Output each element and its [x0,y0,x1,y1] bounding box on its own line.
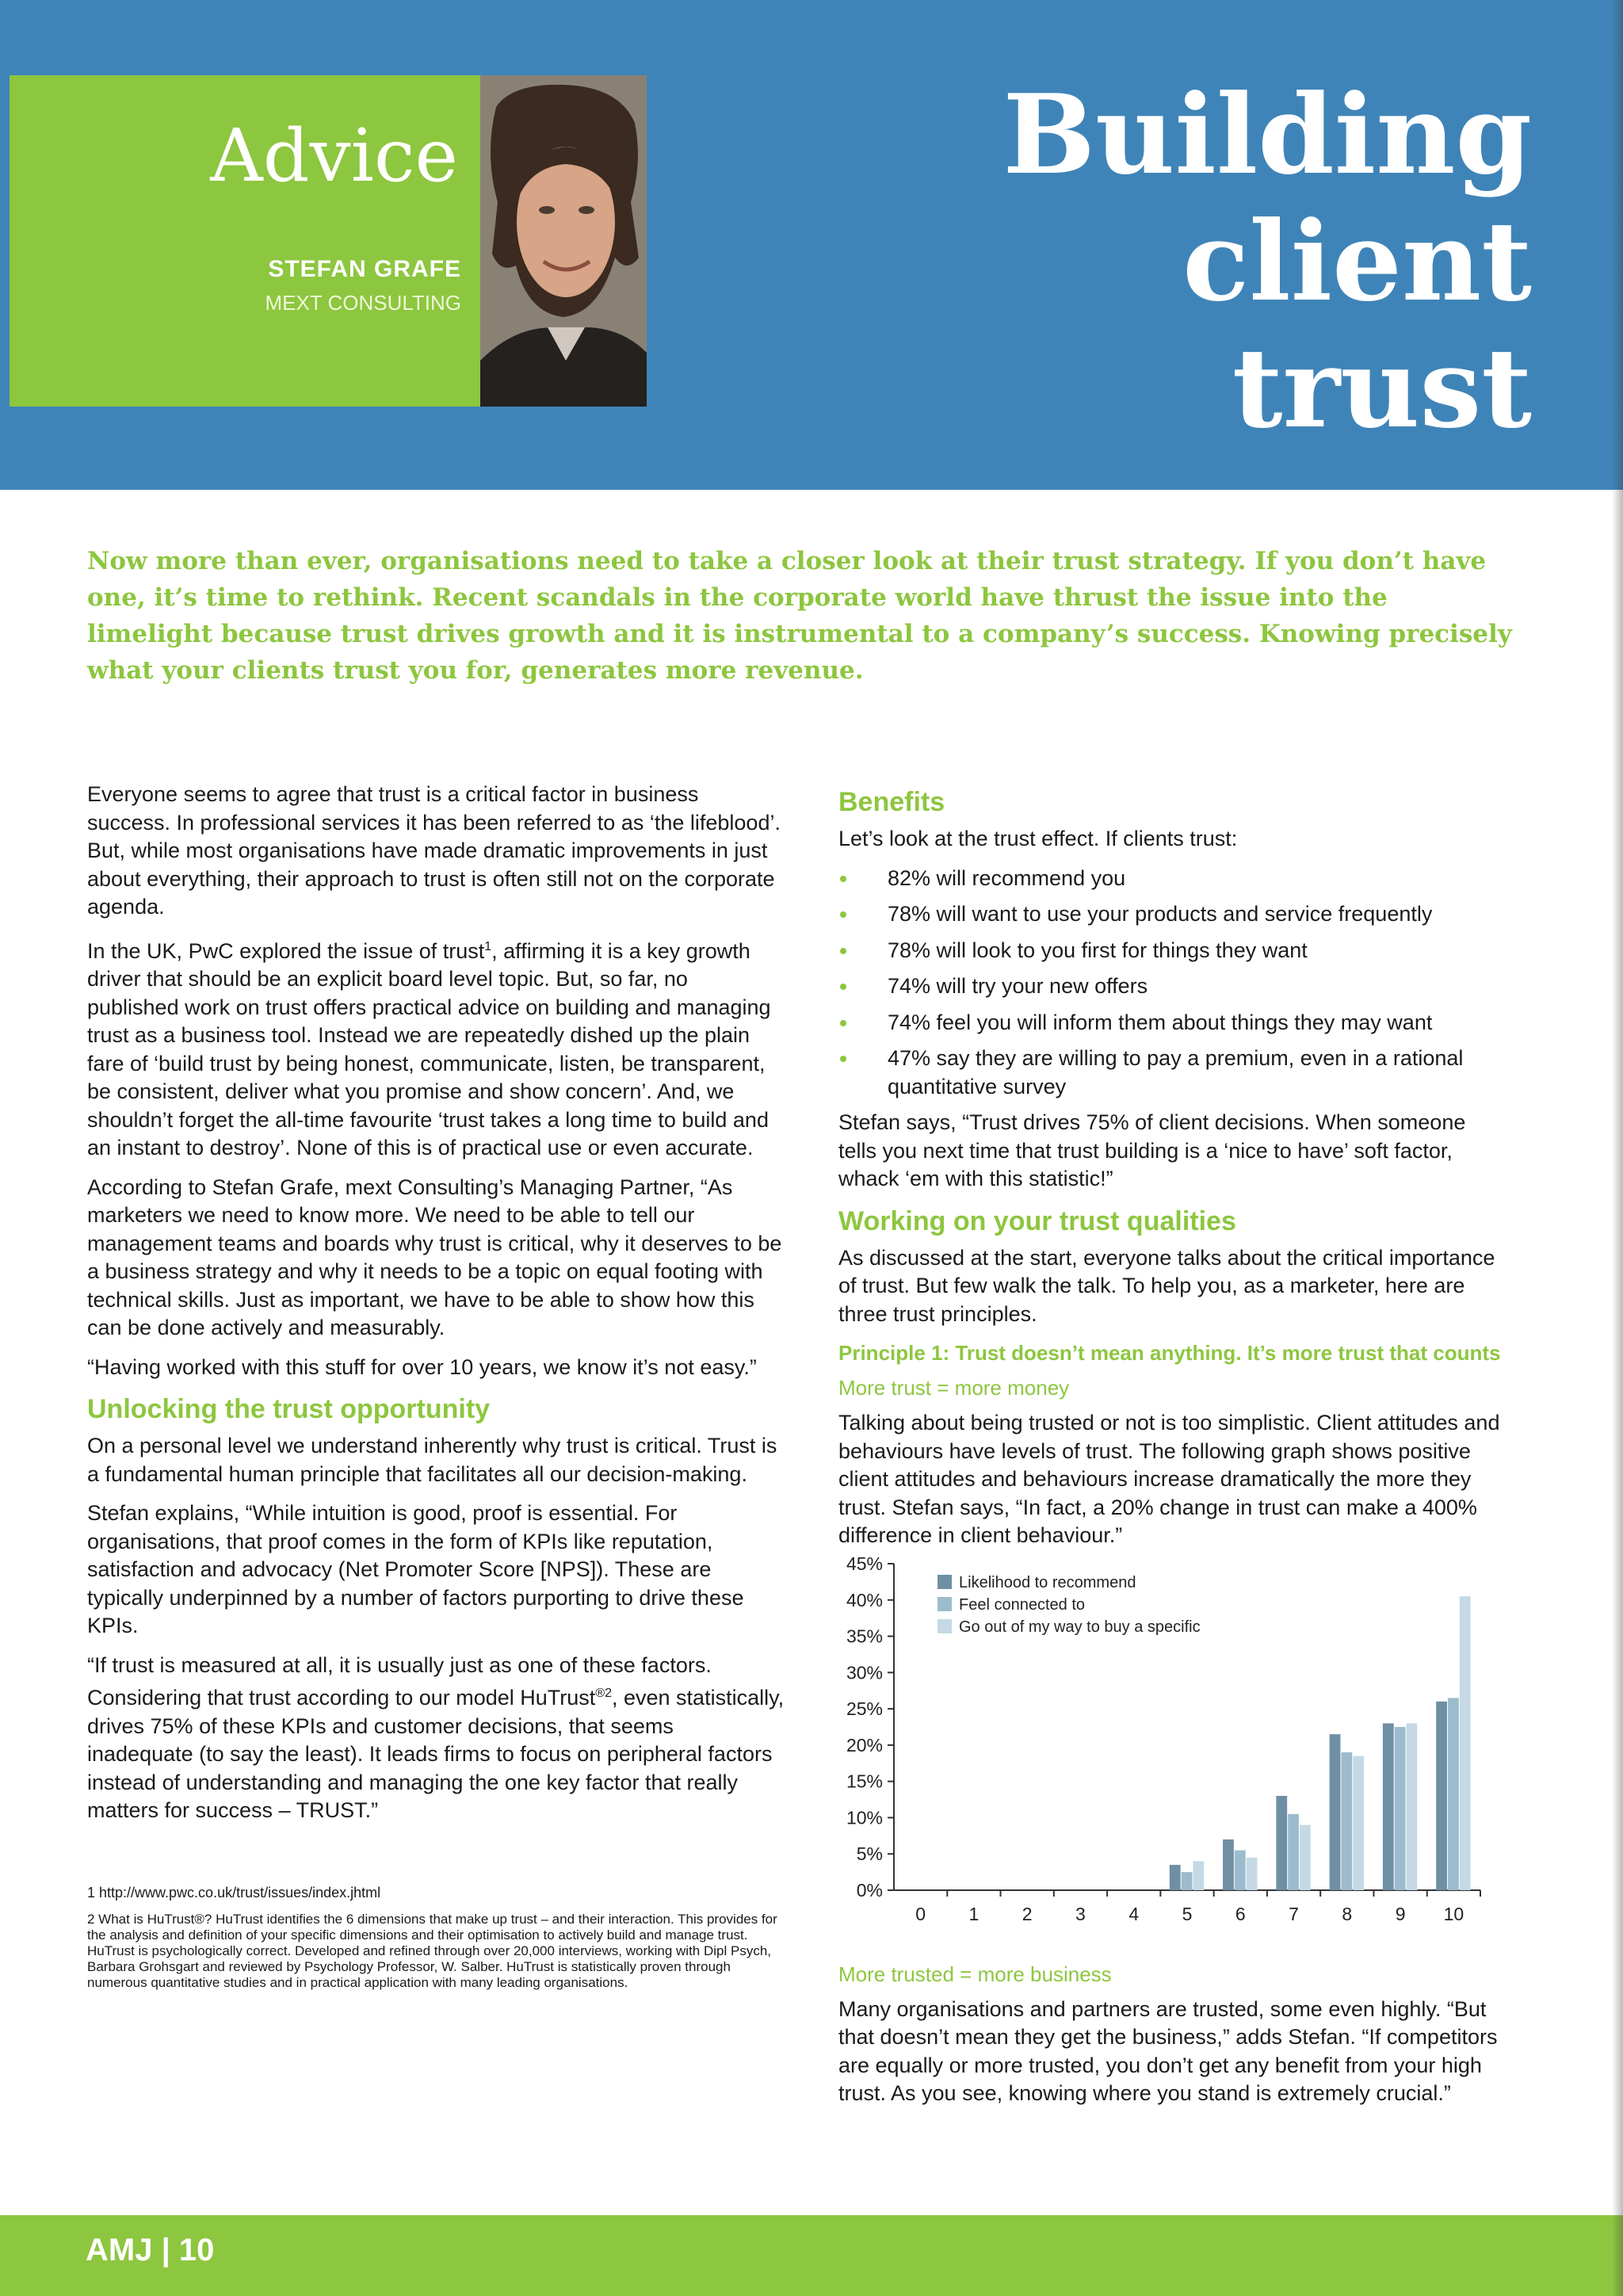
heading-working: Working on your trust qualities [838,1205,1236,1236]
list-item: 47% say they are willing to pay a premium, even in a rational quantitative survey [838,1045,1504,1101]
list-item: 78% will want to use your products and service frequently [838,900,1504,929]
footer-bar [0,2215,1623,2296]
heading-unlocking: Unlocking the trust opportunity [87,1394,491,1424]
paragraph: “Having worked with this stuff for over 10 years, we know it’s not easy.” [87,1354,757,1379]
list-item: 74% will try your new offers [838,972,1504,1001]
page-edge-shadow [1612,0,1623,2296]
y-tick-label: 15% [846,1771,883,1792]
list-item: 74% feel you will inform them about things they may want [838,1009,1504,1037]
footnote-2: 2 What is HuTrust®? HuTrust identifies the 6 dimensions that make up trust – and their interaction. This provides for the analysis and definition of your specific dimensions and their optimisation to actively build and manage trust. HuTrust is psychologically correct. Developed and refined through over 20,000 interviews, working with Dipl Psych, Barbara Grohsgart and reviewed by Psychology Professor, W. Salber. HuTrust is statistically proven through numerous quantitative studies and in practical application with many leading organisations. [87,1912,777,1990]
y-tick-label: 35% [846,1626,883,1647]
bar-0 [1330,1734,1341,1890]
list-item: 78% will look to you first for things they want [838,937,1504,965]
bar-1 [1235,1851,1246,1890]
bar-1 [1448,1698,1459,1890]
y-tick-label: 0% [856,1880,883,1901]
bar-1 [1395,1727,1406,1890]
legend-label: Feel connected to [959,1596,1085,1614]
more-money-subheading: More trust = more money [838,1376,1070,1400]
benefits-list [838,865,1504,1102]
x-tick-label: 8 [1342,1904,1353,1924]
section-label: Advice [210,113,458,198]
x-tick-label: 5 [1182,1904,1193,1924]
bar-2 [1247,1858,1258,1890]
legend-label: Go out of my way to buy a specific [959,1618,1201,1636]
x-tick-label: 9 [1395,1904,1406,1924]
list-item: 82% will recommend you [838,865,1504,893]
bar-0 [1170,1865,1181,1890]
bar-2 [1406,1723,1417,1890]
author-photo [480,75,647,407]
bar-2 [1193,1861,1204,1890]
paragraph: In the UK, PwC explored the issue of trust$^1$, affirming it is a key growth driver that should be an explicit board level topic. But, so far, no published work on trust offers practical advice on building and managing trust as a business tool. Instead we are repeatedly dished up the plain fare of ‘build trust by being honest, communicate, listen, be transparent, be consistent, deliver what you promise and show concern’. And, we shouldn’t forget the all-time favourite ‘trust takes a long time to build and an instant to destroy’. None of this is of practical use or even accurate. [87,938,771,1159]
bar-2 [1460,1596,1471,1890]
paragraph: Stefan explains, “While intuition is good, proof is essential. For organisations, that proof comes in the form of KPIs like reputation, satisfaction and advocacy (Net Promoter Score [NPS]). These are typically underpinned by a number of factors purporting to drive these KPIs. [87,1501,744,1637]
x-tick-label: 1 [968,1904,980,1924]
title-line-1: Building client [1002,70,1532,326]
bar-1 [1341,1752,1352,1890]
paragraph: According to Stefan Grafe, mext Consulting’s Managing Partner, “As marketers we need to know more. We need to be able to tell our management teams and boards why trust is critical, why it deserves to be a business strategy and why it needs to be a topic on equal footing with technical skills. Just as important, we have to be able to show how this can be done actively and measurably. [87,1175,782,1339]
left-column [87,781,785,1836]
x-tick-label: 10 [1443,1904,1465,1924]
y-tick-label: 30% [846,1662,883,1683]
bar-1 [1288,1814,1299,1890]
bar-0 [1383,1723,1394,1890]
y-tick-label: 40% [846,1589,883,1610]
bar-0 [1436,1702,1447,1890]
paragraph: Let’s look at the trust effect. If clients trust: [838,827,1238,850]
y-tick-label: 25% [846,1698,883,1720]
chart-svg [838,1549,1504,1930]
footnote-1: 1 http://www.pwc.co.uk/trust/issues/index.jhtml [87,1885,381,1901]
legend-swatch [938,1597,952,1611]
x-tick-label: 6 [1235,1904,1246,1924]
bar-0 [1276,1796,1287,1890]
paragraph: “If trust is measured at all, it is usually just as one of these factors. Considering that trust according to our model HuTrust$^{®2}$, even statistically, drives 75% of these KPIs and customer decisions, that seems inadequate (to say the least). It leads firms to focus on peripheral factors instead of understanding and managing the one key factor that really matters for success – TRUST.” [87,1652,785,1822]
header-banner [0,0,1623,490]
bar-2 [1300,1825,1311,1890]
legend-label: Likelihood to recommend [959,1574,1136,1591]
y-tick-label: 5% [856,1843,883,1865]
heading-benefits: Benefits [838,787,945,817]
author-name: STEFAN GRAFE [268,256,461,282]
x-tick-label: 2 [1022,1904,1033,1924]
trust-bar-chart [838,1549,1504,1930]
paragraph: Everyone seems to agree that trust is a critical factor in business success. In professional services it has been referred to as ‘the lifeblood’. But, while most organisations have made dramatic improvements in just about everything, their approach to trust is often still not on the corporate agenda. [87,782,781,919]
x-tick-label: 3 [1075,1904,1086,1924]
paragraph: Talking about being trusted or not is too simplistic. Client attitudes and behaviours have levels of trust. The following graph shows positive client attitudes and behaviours increase dramatically the more they trust. Stefan says, “In fact, a 20% change in trust can make a 400% difference in client behaviour.” [838,1411,1500,1547]
legend-swatch [938,1575,952,1589]
paragraph: On a personal level we understand inherently why trust is critical. Trust is a fundamental human principle that facilitates all our decision-making. [87,1434,777,1486]
section-box [10,75,480,407]
footnotes [87,1885,785,2002]
y-tick-label: 10% [846,1807,883,1828]
page-label: AMJ | 10 [86,2233,215,2267]
legend-swatch [938,1619,952,1633]
x-tick-label: 7 [1289,1904,1299,1924]
principle-1-heading: Principle 1: Trust doesn’t mean anything. It’s more trust that counts [838,1341,1501,1365]
article-title [660,71,1532,452]
y-tick-label: 45% [846,1553,883,1574]
standfirst: Now more than ever, organisations need to take a closer look at their trust strategy. If you don’t have one, it’s time to rethink. Recent scandals in the corporate world have thrust the issue into the limelight because trust drives growth and it is instrumental to a company’s success. Knowing precisely what your clients trust you for, generates more revenue. [87,547,1512,685]
y-tick-label: 20% [846,1734,883,1755]
author-organisation: MEXT CONSULTING [265,291,461,315]
bar-2 [1353,1756,1364,1890]
title-line-2: trust [1232,323,1532,453]
x-tick-label: 4 [1128,1904,1140,1924]
bar-0 [1223,1839,1234,1890]
paragraph: As discussed at the start, everyone talks about the critical importance of trust. But few walk the talk. To help you, as a marketer, here are three trust principles. [838,1245,1495,1326]
paragraph: Stefan says, “Trust drives 75% of client decisions. When someone tells you next time that trust building is a ‘nice to have’ soft factor, whack ‘em with this statistic!” [838,1110,1466,1190]
paragraph: Many organisations and partners are trusted, some even highly. “But that doesn’t mean they get the business,” adds Stefan. “If competitors are equally or more trusted, you don’t get any benefit from your high trust. As you see, knowing where you stand is extremely crucial.” [838,1996,1498,2105]
x-tick-label: 0 [915,1904,926,1924]
bar-1 [1182,1872,1193,1890]
more-business-subheading: More trusted = more business [838,1962,1112,1986]
footnote-ref: ®2 [595,1687,612,1700]
footnote-ref: 1 [484,939,492,953]
